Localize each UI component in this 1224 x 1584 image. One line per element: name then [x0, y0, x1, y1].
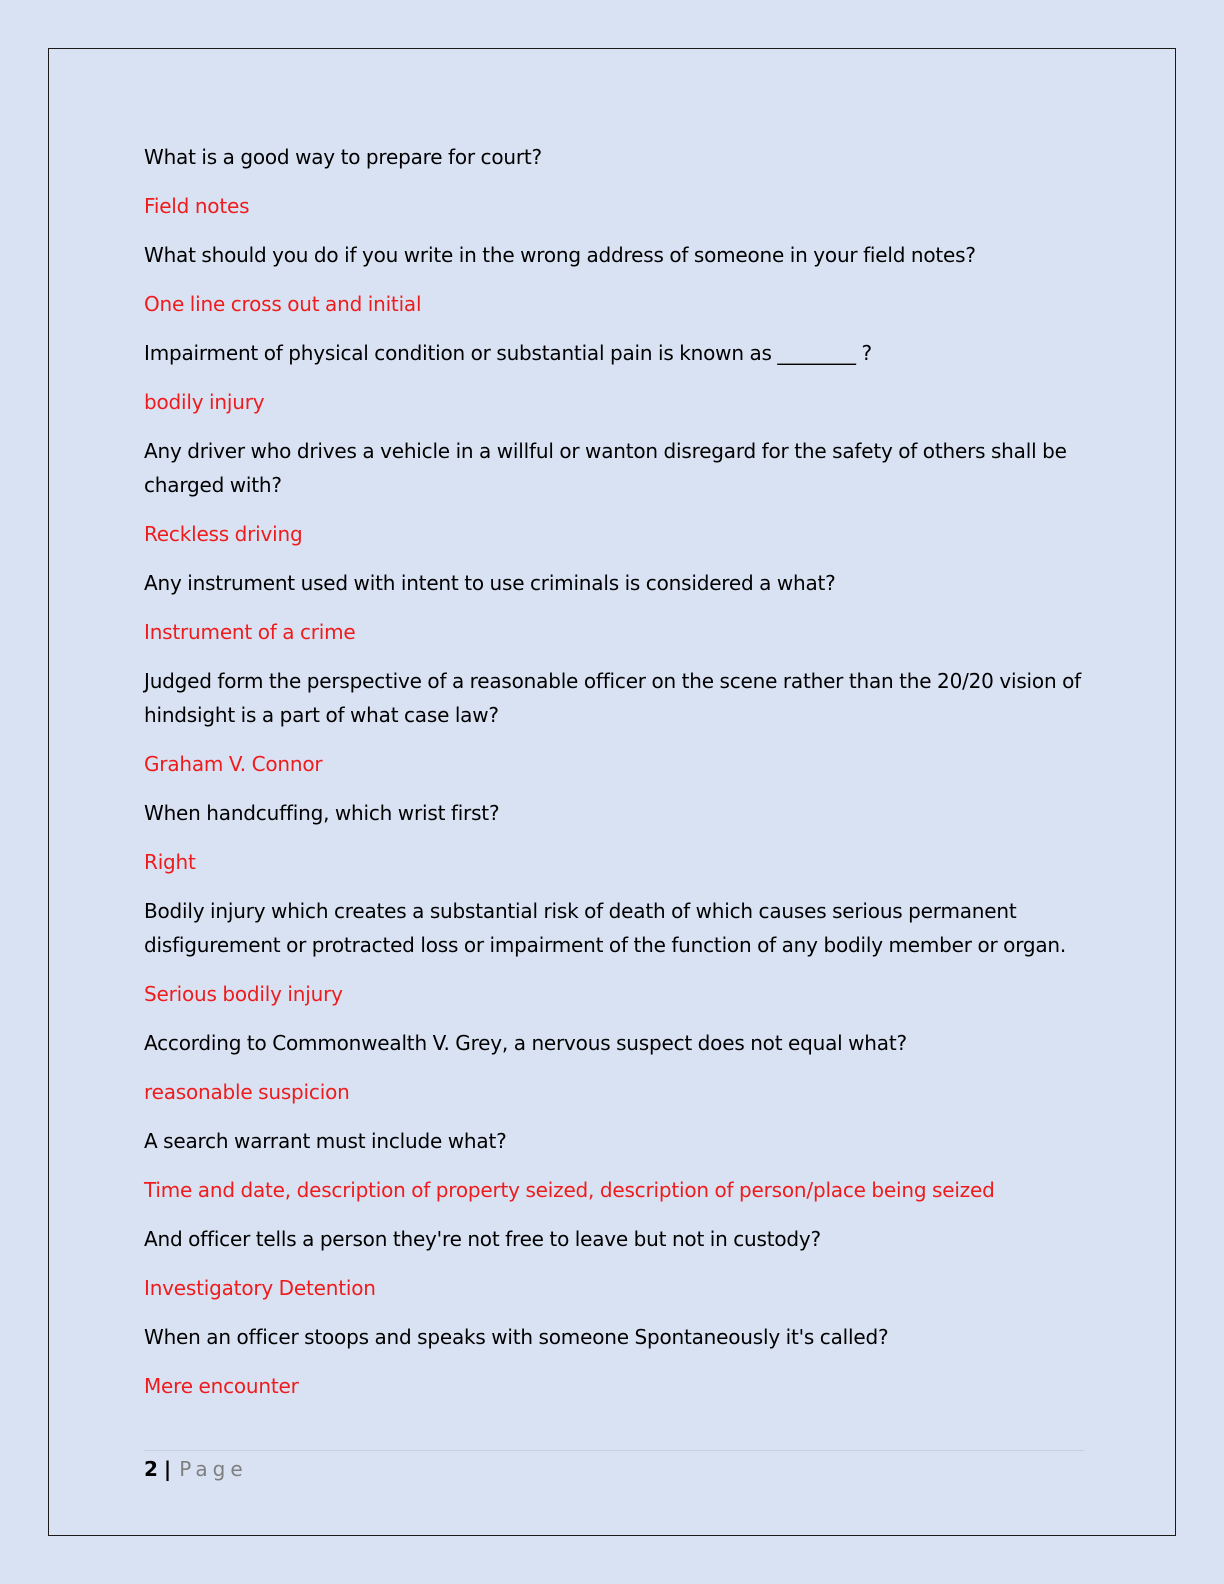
answer-1: Field notes — [144, 194, 250, 218]
page-label: Page — [179, 1457, 248, 1481]
answer-11: Investigatory Detention — [144, 1276, 376, 1300]
question-11: And officer tells a person they're not free to leave but not in custody? — [144, 1227, 821, 1251]
question-9: According to Commonwealth V. Grey, a nervous suspect does not equal what? — [144, 1031, 907, 1055]
footer-separator: | — [163, 1457, 172, 1481]
question-2: What should you do if you write in the wrong address of someone in your field notes? — [144, 243, 976, 267]
qa-list — [144, 140, 1084, 1403]
answer-6: Graham V. Connor — [144, 752, 323, 776]
answer-7: Right — [144, 850, 196, 874]
question-7: When handcuffing, which wrist first? — [144, 801, 500, 825]
question-4: Any driver who drives a vehicle in a willful or wanton disregard for the safety of others shall be charged with? — [144, 439, 1067, 497]
question-3: Impairment of physical condition or substantial pain is known as ________ ? — [144, 341, 872, 365]
answer-8: Serious bodily injury — [144, 982, 343, 1006]
page-footer — [144, 1455, 248, 1483]
question-1: What is a good way to prepare for court? — [144, 145, 542, 169]
question-5: Any instrument used with intent to use criminals is considered a what? — [144, 571, 836, 595]
question-10: A search warrant must include what? — [144, 1129, 507, 1153]
answer-2: One line cross out and initial — [144, 292, 422, 316]
question-8: Bodily injury which creates a substantial risk of death of which causes serious permanent disfigurement or protracted loss or impairment of the function of any bodily member or organ. — [144, 899, 1067, 957]
answer-3: bodily injury — [144, 390, 265, 414]
question-12: When an officer stoops and speaks with someone Spontaneously it's called? — [144, 1325, 889, 1349]
footer-divider — [144, 1450, 1084, 1451]
answer-9: reasonable suspicion — [144, 1080, 350, 1104]
answer-5: Instrument of a crime — [144, 620, 356, 644]
answer-10: Time and date, description of property seized, description of person/place being seized — [144, 1178, 995, 1202]
question-6: Judged form the perspective of a reasonable officer on the scene rather than the 20/20 vision of hindsight is a part of what case law? — [144, 669, 1081, 727]
page-number: 2 — [144, 1457, 158, 1481]
answer-4: Reckless driving — [144, 522, 303, 546]
answer-12: Mere encounter — [144, 1374, 299, 1398]
